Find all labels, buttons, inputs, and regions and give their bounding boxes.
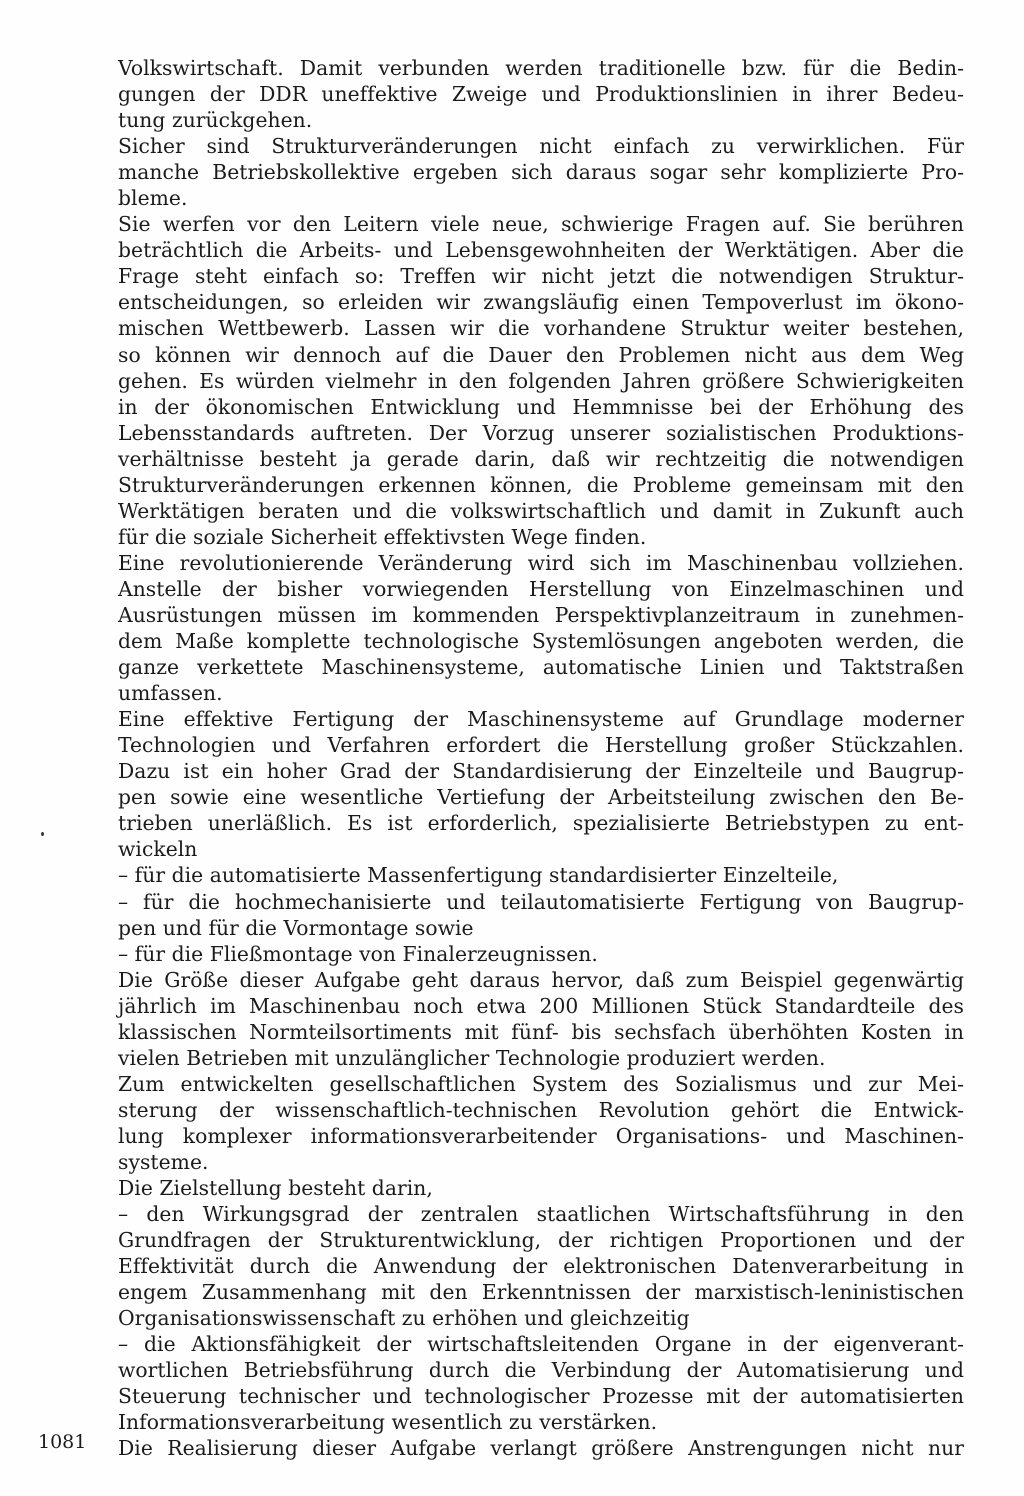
text-line: Sicher sind Strukturveränderungen nicht einfach zu verwirklichen. Für <box>118 134 964 159</box>
text-line: Eine revolutionierende Veränderung wird sich im Maschinenbau vollziehen. <box>118 550 964 575</box>
text-line: – für die automatisierte Massenfertigung standardisierter Einzelteile, <box>118 863 839 888</box>
text-line: Informationsverarbeitung wesentlich zu verstärken. <box>118 1410 658 1435</box>
text-line: umfassen. <box>118 681 223 706</box>
text-line: jährlich im Maschinenbau noch etwa 200 Millionen Stück Standardteile des <box>118 993 964 1018</box>
text-line: ganze verkettete Maschinensysteme, automatische Linien und Taktstraßen <box>118 655 964 680</box>
text-line: tung zurückgehen. <box>118 108 313 133</box>
page-number: 1081 <box>38 1431 87 1453</box>
text-line: Strukturveränderungen erkennen können, die Probleme gemeinsam mit den <box>118 472 964 497</box>
text-line: dem Maße komplette technologische Systemlösungen angeboten werden, die <box>118 629 964 654</box>
text-line: Die Realisierung dieser Aufgabe verlangt größere Anstrengungen nicht nur <box>118 1436 964 1461</box>
body-text <box>118 55 964 1462</box>
text-line: Sie werfen vor den Leitern viele neue, schwierige Fragen auf. Sie berühren <box>118 212 964 237</box>
text-line: Effektivität durch die Anwendung der elektronischen Datenverarbeitung in <box>118 1254 964 1279</box>
text-line: Werktätigen beraten und die volkswirtschaftlich und damit in Zukunft auch <box>118 498 964 523</box>
text-line: klassischen Normteilsortiments mit fünf- bis sechsfach überhöhten Kosten in <box>118 1019 964 1044</box>
text-line: Grundfragen der Strukturentwicklung, der richtigen Proportionen und der <box>118 1228 964 1253</box>
text-line: Anstelle der bisher vorwiegenden Herstellung von Einzelmaschinen und <box>118 576 964 601</box>
text-line: manche Betriebskollektive ergeben sich daraus sogar sehr komplizierte Pro- <box>118 160 964 185</box>
text-line: – für die Fließmontage von Finalerzeugnissen. <box>118 941 598 966</box>
text-line: – für die hochmechanisierte und teilautomatisierte Fertigung von Baugrup- <box>118 889 964 914</box>
text-line: Lebensstandards auftreten. Der Vorzug unserer sozialistischen Produktions- <box>118 420 964 445</box>
text-line: vielen Betrieben mit unzulänglicher Technologie produziert werden. <box>118 1045 826 1070</box>
text-line: Eine effektive Fertigung der Maschinensysteme auf Grundlage moderner <box>118 707 964 732</box>
text-line: lung komplexer informationsverarbeitender Organisations- und Maschinen- <box>118 1123 964 1148</box>
text-line: verhältnisse besteht ja gerade darin, daß wir rechtzeitig die notwendigen <box>118 446 964 471</box>
text-line: engem Zusammenhang mit den Erkenntnissen der marxistisch-leninistischen <box>118 1280 964 1305</box>
text-line: gehen. Es würden vielmehr in den folgenden Jahren größere Schwierigkeiten <box>118 368 964 393</box>
text-line: Dazu ist ein hoher Grad der Standardisierung der Einzelteile und Baugrup- <box>118 759 964 784</box>
text-line: Zum entwickelten gesellschaftlichen System des Sozialismus und zur Mei- <box>118 1071 964 1096</box>
text-line: Volkswirtschaft. Damit verbunden werden traditionelle bzw. für die Bedin- <box>118 56 964 80</box>
text-line: Die Größe dieser Aufgabe geht daraus hervor, daß zum Beispiel gegenwärtig <box>118 967 964 992</box>
text-line: – den Wirkungsgrad der zentralen staatlichen Wirtschaftsführung in den <box>118 1202 964 1227</box>
text-line: mischen Wettbewerb. Lassen wir die vorhandene Struktur weiter bestehen, <box>118 316 964 341</box>
text-line: entscheidungen, so erleiden wir zwangsläufig einen Tempoverlust im ökono- <box>118 290 964 315</box>
text-line: sterung der wissenschaftlich-technischen Revolution gehört die Entwick- <box>118 1097 964 1122</box>
text-line: – die Aktionsfähigkeit der wirtschaftsleitenden Organe in der eigenverant- <box>118 1332 964 1357</box>
text-line: für die soziale Sicherheit effektivsten Wege finden. <box>118 524 647 549</box>
text-line: so können wir dennoch auf die Dauer den Problemen nicht aus dem Weg <box>118 342 964 367</box>
text-line: systeme. <box>118 1149 209 1174</box>
text-line: Ausrüstungen müssen im kommenden Perspektivplanzeitraum in zunehmen- <box>118 602 964 627</box>
text-line: Frage steht einfach so: Treffen wir nicht jetzt die notwendigen Struktur- <box>118 264 964 289</box>
text-line: pen sowie eine wesentliche Vertiefung der Arbeitsteilung zwischen den Be- <box>118 785 964 810</box>
margin-speck <box>41 832 44 836</box>
text-line: Die Zielstellung besteht darin, <box>118 1176 433 1201</box>
text-line: trieben unerläßlich. Es ist erforderlich, spezialisierte Betriebstypen zu ent- <box>118 811 964 836</box>
text-line: wortlichen Betriebsführung durch die Verbindung der Automatisierung und <box>118 1358 964 1383</box>
text-line: in der ökonomischen Entwicklung und Hemmnisse bei der Erhöhung des <box>118 394 964 419</box>
text-line: pen und für die Vormontage sowie <box>118 915 474 940</box>
text-line: beträchtlich die Arbeits- und Lebensgewohnheiten der Werktätigen. Aber die <box>118 238 964 263</box>
text-line: Organisationswissenschaft zu erhöhen und gleichzeitig <box>118 1306 690 1331</box>
text-line: gungen der DDR uneffektive Zweige und Produktionslinien in ihrer Bedeu- <box>118 82 964 107</box>
text-line: wickeln <box>118 837 198 862</box>
text-line: bleme. <box>118 186 188 211</box>
text-line: Steuerung technischer und technologischer Prozesse mit der automatisierten <box>118 1384 964 1409</box>
text-line: Technologien und Verfahren erfordert die Herstellung großer Stückzahlen. <box>118 733 964 758</box>
